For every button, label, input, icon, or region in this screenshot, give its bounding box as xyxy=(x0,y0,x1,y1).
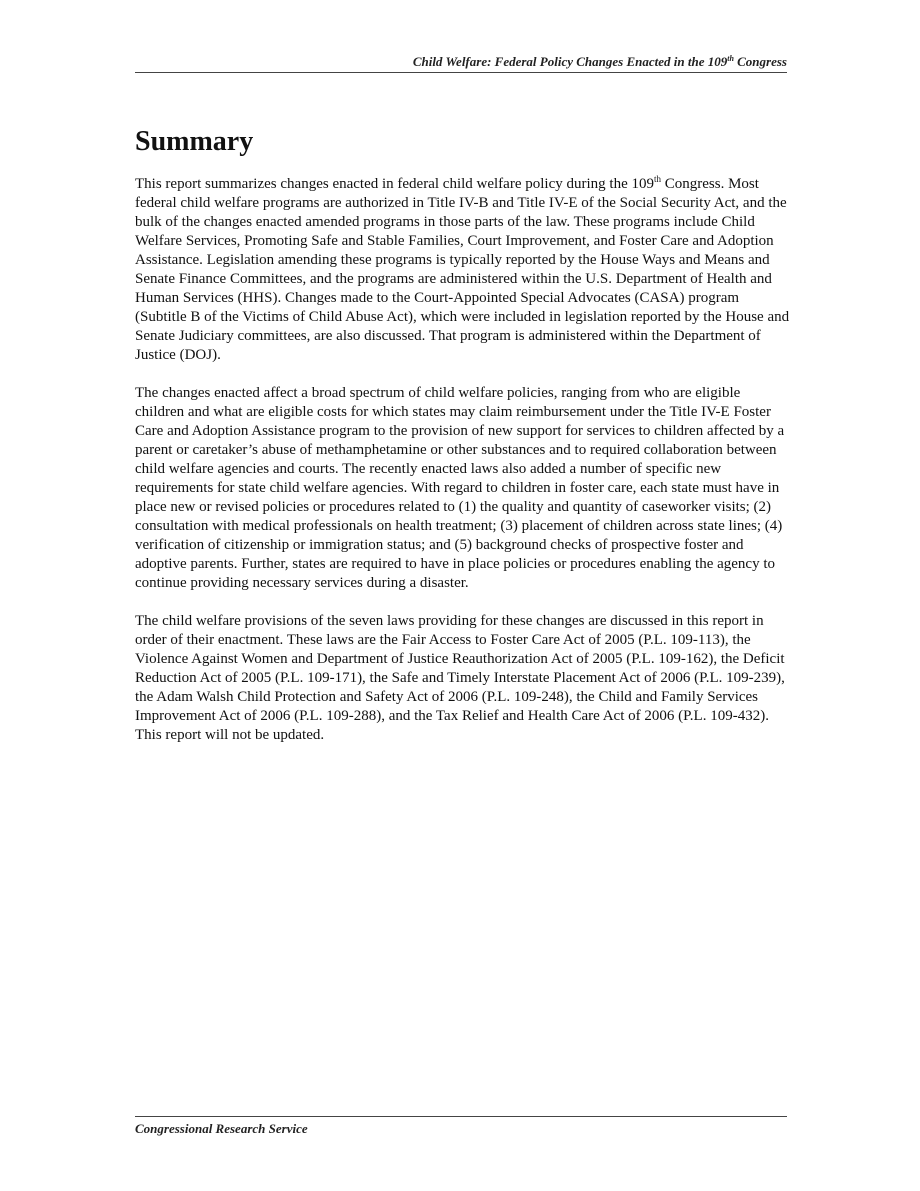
summary-body xyxy=(135,175,790,764)
paragraph-1 xyxy=(135,175,790,365)
running-header-title: Child Welfare: Federal Policy Changes Enacted in the 109 xyxy=(412,54,728,69)
running-header-title-end: Congress xyxy=(733,54,787,69)
paragraph-1-start: This report summarizes changes enacted in federal child welfare policy during the 109 xyxy=(135,176,654,192)
paragraph-1-superscript: th xyxy=(653,174,661,184)
running-header xyxy=(135,52,787,73)
paragraph-2: The changes enacted affect a broad spectrum of child welfare policies, ranging from who are eligible children and what are eligible costs for which states may claim reimbursement under the Title IV-E Foster Care and Adoption Assistance program to the provision of new support for services to children affected by a parent or caretaker’s abuse of methamphetamine or other substances and to required collaboration between child welfare agencies and courts. The recently enacted laws also added a number of specific new requirements for state child welfare agencies. With regard to children in foster care, each state must have in place new or revised policies or procedures related to (1) the quality and quantity of caseworker visits; (2) consultation with medical professionals on health treatment; (3) placement of children across state lines; (4) verification of citizenship or immigration status; and (5) background checks of prospective foster and adoptive parents. Further, states are required to have in place policies or procedures enabling the agency to continue providing necessary services during a disaster. xyxy=(135,385,785,591)
footer-divider xyxy=(135,1116,787,1117)
running-footer: Congressional Research Service xyxy=(135,1121,308,1136)
paragraph-3: The child welfare provisions of the seven laws providing for these changes are discussed in this report in order of their enactment. These laws are the Fair Access to Foster Care Act of 2005 (P.L. 109-113), the Violence Against Women and Department of Justice Reauthorization Act of 2005 (P.L. 109-162), the Deficit Reduction Act of 2005 (P.L. 109-171), the Safe and Timely Interstate Placement Act of 2006 (P.L. 109-239), the Adam Walsh Child Protection and Safety Act of 2006 (P.L. 109-248), the Child and Family Services Improvement Act of 2006 (P.L. 109-288), and the Tax Relief and Health Care Act of 2006 (P.L. 109-432). This report will not be updated. xyxy=(135,613,785,743)
page-title: Summary xyxy=(135,126,254,157)
running-header-superscript: th xyxy=(727,54,734,63)
paragraph-1-rest: Congress. Most federal child welfare programs are authorized in Title IV-B and Title IV-E of the Social Security Act, and the bulk of the changes enacted amended programs in those parts of the law. These programs include Child Welfare Services, Promoting Safe and Stable Families, Court Improvement, and Foster Care and Adoption Assistance. Legislation amending these programs is typically reported by the House Ways and Means and Senate Finance Committees, and the programs are administered within the U.S. Department of Health and Human Services (HHS). Changes made to the Court-Appointed Special Advocates (CASA) program (Subtitle B of the Victims of Child Abuse Act), which were included in legislation reported by the House and Senate Judiciary committees, are also discussed. That program is administered within the Department of Justice (DOJ). xyxy=(135,176,790,363)
